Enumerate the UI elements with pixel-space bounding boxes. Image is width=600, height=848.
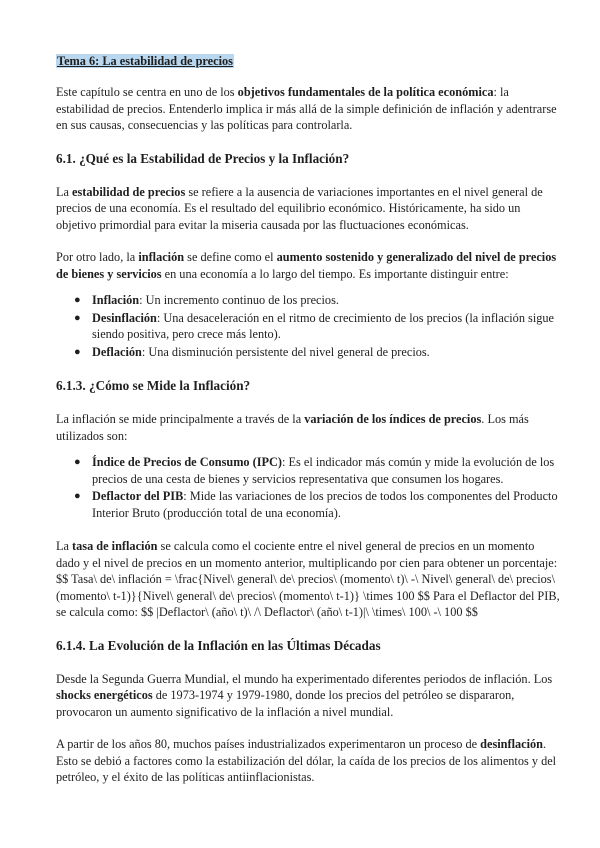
s1-paragraph-2 <box>56 249 560 282</box>
s3-p2-text-2: . Esto se debió a factores como la estabilización del dólar, la caída de los precios de los alimentos y del petróleo, y el éxito de las políticas antiinflacionistas. <box>56 737 557 784</box>
section-heading-6-1-3: 6.1.3. ¿Cómo se Mide la Inflación? <box>56 378 251 393</box>
s3-paragraph-1 <box>56 671 560 721</box>
intro-text-1: Este capítulo se centra en uno de los <box>56 85 238 99</box>
list-item-term: Deflactor del PIB <box>92 489 184 503</box>
s1-p2-text-2: se define como el <box>184 250 277 264</box>
s3-p2-text-1: A partir de los años 80, muchos países industrializados experimentaron un proceso de <box>56 737 481 751</box>
s1-paragraph-1 <box>56 184 560 234</box>
intro-text-2: : la estabilidad de precios. Entenderlo implica ir más allá de la simple definición de inflación y adentrarse en sus causas, consecuencias y las políticas para controlarla. <box>56 85 557 132</box>
page-title: Tema 6: La estabilidad de precios <box>57 54 233 68</box>
bullet-icon: ● <box>74 294 81 306</box>
s2-bullet-list <box>56 454 560 521</box>
s3-paragraph-2 <box>56 736 560 786</box>
list-item <box>74 344 560 361</box>
s3-p2-bold-1: desinflación <box>480 737 544 751</box>
s1-p2-bold-1: inflación <box>138 250 185 264</box>
intro-paragraph <box>56 84 560 134</box>
bullet-icon: ● <box>74 490 81 502</box>
list-item-text: : Un incremento continuo de los precios. <box>139 293 339 307</box>
s2-p1-text-2: . Los más utilizados son: <box>56 412 529 443</box>
list-item-term: Desinflación <box>92 310 157 325</box>
list-item-text: : Mide las variaciones de los precios de todos los componentes del Producto Interior Bruto (producción total de una economía). <box>92 489 558 520</box>
s1-p1-text-2: se refiere a la ausencia de variaciones importantes en el nivel general de precios de una economía. Es el resultado del equilibrio económico. Históricamente, ha sido un objetivo primordial para evitar la miseria causada por las fluctuaciones económicas. <box>56 184 543 232</box>
intro-bold-1: objetivos fundamentales de la política económica <box>237 85 494 99</box>
title-block <box>56 52 560 70</box>
s2-paragraph-1 <box>56 411 560 444</box>
bullet-icon: ● <box>74 311 81 324</box>
list-item <box>74 454 560 487</box>
s2-p2-bold-1: tasa de inflación <box>72 539 158 553</box>
s1-p2-text-1: Por otro lado, la <box>56 250 139 264</box>
s3-p1-bold-1: shocks energéticos <box>56 688 153 702</box>
s1-p1-text-1: La <box>56 184 73 199</box>
list-item-text: : Es el indicador más común y mide la evolución de los precios de una cesta de bienes y servicios representativa que consumen los hogares. <box>92 455 555 486</box>
list-item-text: : Una desaceleración en el ritmo de crecimiento de los precios (la inflación sigue siendo positiva, pero crece más lento). <box>92 310 555 341</box>
list-item-term: Índice de Precios de Consumo (IPC) <box>92 455 283 469</box>
s2-p2-text-1: La <box>56 539 73 553</box>
bullet-icon: ● <box>74 345 81 358</box>
s2-paragraph-2 <box>56 538 560 621</box>
list-item <box>74 310 560 343</box>
section-heading-6-1: 6.1. ¿Qué es la Estabilidad de Precios y la Inflación? <box>56 150 350 166</box>
list-item-term: Inflación <box>92 293 140 307</box>
s2-p1-text-1: La inflación se mide principalmente a través de la <box>56 412 305 426</box>
s1-p1-bold-1: estabilidad de precios <box>72 184 186 199</box>
s1-p2-bold-2: aumento sostenido y generalizado del nivel de precios de bienes y servicios <box>56 250 557 281</box>
s1-p2-text-3: en una economía a lo largo del tiempo. Es importante distinguir entre: <box>161 266 509 281</box>
s1-bullet-list <box>56 292 560 360</box>
list-item-text: : Una disminución persistente del nivel general de precios. <box>141 344 430 359</box>
section-heading-6-1-4: 6.1.4. La Evolución de la Inflación en las Últimas Décadas <box>56 637 381 653</box>
list-item <box>74 292 560 309</box>
s2-p1-bold-1: variación de los índices de precios <box>304 412 482 426</box>
s3-p1-text-1: Desde la Segunda Guerra Mundial, el mundo ha experimentado diferentes periodos de inflación. Los <box>56 671 553 686</box>
s3-p1-text-2: de 1973-1974 y 1979-1980, donde los precios del petróleo se dispararon, provocaron un aumento significativo de la inflación a nivel mundial. <box>56 688 515 719</box>
list-item-term: Deflación <box>92 344 142 359</box>
s2-p2-text-2: se calcula como el cociente entre el nivel general de precios en un momento dado y el nivel de precios en un momento anterior, multiplicando por cien para obtener un porcentaje: $$ Tasa\ de\ inflación = \frac{Nivel\ general\ de\ precios\ (momento\ t)\ -\ Nivel\ general\ de\ precios\ (momento\ t-1)}{Nivel\ general\ de\ precios\ (momento\ t-1)} \times 100 $$ Para el Deflactor del PIB, se calcula como: $$ |Deflactor\ (año\ t)\ /\ Deflactor\ (año\ t-1)|\ \times\ 100\ -\ 100 $$ <box>56 539 560 619</box>
list-item <box>74 488 560 521</box>
bullet-icon: ● <box>74 456 81 468</box>
